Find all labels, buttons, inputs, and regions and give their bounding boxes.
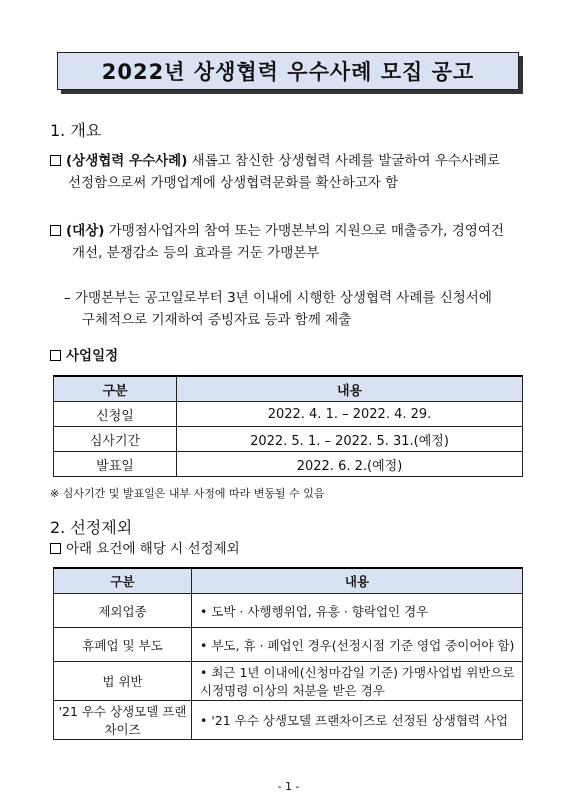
- table-row: [54, 594, 523, 628]
- table-cell: 신청일: [54, 402, 177, 427]
- table-cell: 2022. 6. 2.(예정): [177, 452, 523, 477]
- table-row: [54, 701, 523, 740]
- table-cell: • 부도, 휴 · 폐업인 경우(선정시점 기준 영업 중이어야 함): [192, 628, 523, 662]
- table-row: [54, 628, 523, 662]
- schedule-note: ※ 심사기간 및 발표일은 내부 사정에 따라 변동될 수 있음: [50, 487, 325, 500]
- para1-bold: (상생협력 우수사례): [66, 153, 188, 169]
- table-cell: 제외업종: [54, 594, 192, 628]
- checkbox-square-icon: [50, 350, 61, 361]
- schedule-heading: 사업일정: [66, 348, 119, 364]
- section2-intro-row: [50, 538, 240, 560]
- schedule-header-content: 내용: [177, 376, 523, 402]
- section1-heading: 1. 개요: [50, 121, 102, 140]
- para1-line2: 선정함으로써 가맹업계에 상생협력문화를 확산하고자 함: [68, 175, 399, 191]
- section2-heading: 2. 선정제외: [50, 518, 133, 537]
- table-row: [54, 452, 523, 477]
- table-cell: • 도박 · 사행행위업, 유흥 · 향락업인 경우: [192, 594, 523, 628]
- checkbox-square-icon: [50, 225, 61, 236]
- table-cell: • '21 우수 상생모델 프랜차이즈로 선정된 상생협력 사업: [192, 701, 523, 740]
- section2-intro: 아래 요건에 해당 시 선정제외: [66, 541, 240, 557]
- target-paragraph: [50, 220, 540, 264]
- table-row: [54, 662, 523, 701]
- title-box: [57, 52, 519, 90]
- dash-line2: 구체적으로 기재하여 증빙자료 등과 함께 제출: [82, 312, 352, 328]
- dash-line1: – 가맹본부는 공고일로부터 3년 이내에 시행한 상생협력 사례를 신청서에: [64, 290, 492, 306]
- schedule-heading-row: [50, 345, 118, 367]
- page-title: 2022년 상생협력 우수사례 모집 공고: [101, 60, 475, 84]
- table-cell: 심사기간: [54, 427, 177, 452]
- para2-bold: (대상): [66, 223, 105, 239]
- para1-line1: 새롭고 참신한 상생협력 사례를 발굴하여 우수사례로: [187, 153, 501, 169]
- table-cell: 2022. 5. 1. – 2022. 5. 31.(예정): [177, 427, 523, 452]
- table-cell: • 최근 1년 이내에(신청마감일 기준) 가맹사업법 위반으로 시정명령 이상의 처분을 받은 경우: [192, 662, 523, 701]
- overview-paragraph: [50, 150, 540, 194]
- para2-line1: 가맹점사업자의 참여 또는 가맹본부의 지원으로 매출증가, 경영여건: [104, 223, 504, 239]
- table-row: [54, 427, 523, 452]
- checkbox-square-icon: [50, 543, 61, 554]
- dash-paragraph: [64, 287, 544, 331]
- table-cell: 휴폐업 및 부도: [54, 628, 192, 662]
- table-cell: 법 위반: [54, 662, 192, 701]
- exclusion-header-content: 내용: [192, 568, 523, 594]
- table-cell: 2022. 4. 1. – 2022. 4. 29.: [177, 402, 523, 427]
- checkbox-square-icon: [50, 155, 61, 166]
- para2-line2: 개선, 분쟁감소 등의 효과를 거둔 가맹본부: [72, 245, 320, 261]
- exclusion-table: [53, 567, 523, 740]
- table-row: [54, 402, 523, 427]
- table-cell: '21 우수 상생모델 프랜차이즈: [54, 701, 192, 740]
- schedule-table: [53, 375, 523, 477]
- page-number: - 1 -: [277, 780, 300, 793]
- table-cell: 발표일: [54, 452, 177, 477]
- schedule-header-category: 구분: [54, 376, 177, 402]
- exclusion-header-category: 구분: [54, 568, 192, 594]
